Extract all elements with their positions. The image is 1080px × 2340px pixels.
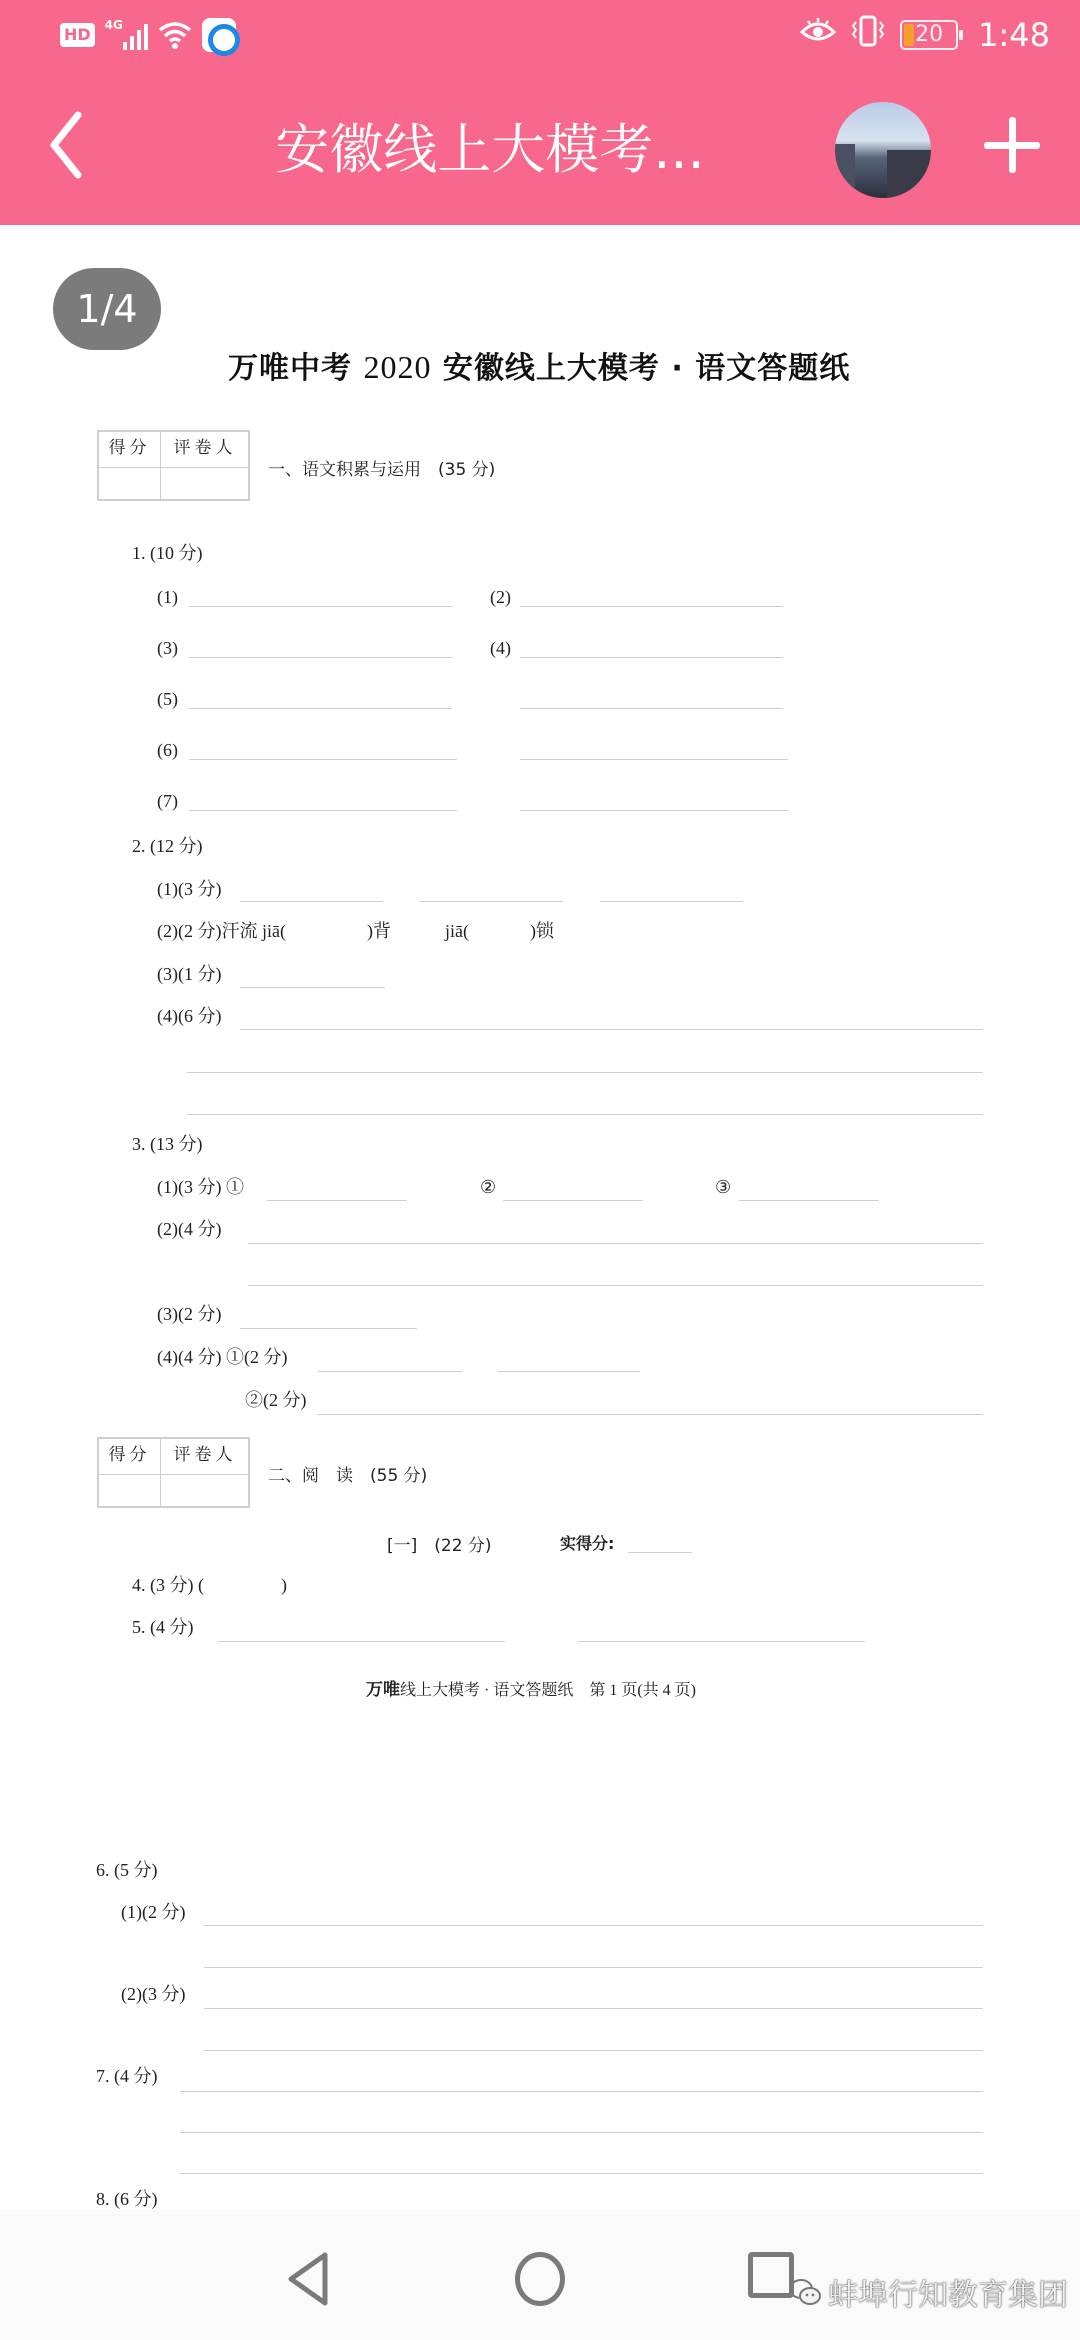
answer-line[interactable] [189, 759, 457, 760]
system-navigation-bar [0, 2210, 1080, 2340]
avatar[interactable] [835, 102, 931, 198]
answer-line[interactable] [180, 2132, 983, 2133]
app-notification-icon [202, 18, 236, 52]
answer-line[interactable] [187, 1072, 983, 1073]
answer-line[interactable] [520, 759, 788, 760]
answer-line[interactable] [240, 901, 383, 902]
page-indicator: 1/4 [53, 268, 161, 350]
answer-line[interactable] [520, 810, 788, 811]
answer-line[interactable] [578, 1641, 865, 1642]
actual-score-label: 实得分: [560, 1534, 615, 1553]
wechat-icon [788, 2277, 822, 2307]
question-label: 6. (5 分) [96, 1860, 158, 1880]
answer-line[interactable] [189, 657, 452, 658]
chevron-left-icon [40, 105, 100, 185]
answer-line[interactable] [520, 606, 783, 607]
nav-back-button[interactable] [285, 2252, 335, 2306]
part-heading: [一] (22 分) [387, 1536, 492, 1556]
answer-line[interactable] [498, 1371, 640, 1372]
answer-line[interactable] [180, 2173, 983, 2174]
score-box: 得分 评卷人 [97, 430, 250, 501]
answer-line[interactable] [189, 810, 457, 811]
page-footer: 万唯线上大模考 · 语文答题纸 第 1 页(共 4 页) [366, 1680, 696, 1700]
answer-line[interactable] [240, 1328, 417, 1329]
question-label: 1. (10 分) [132, 543, 203, 563]
answer-line[interactable] [218, 1641, 505, 1642]
question-label: 8. (6 分) [96, 2189, 158, 2209]
answer-line[interactable] [180, 2091, 983, 2092]
add-button[interactable] [980, 113, 1044, 177]
battery-icon: 20 [900, 20, 958, 50]
nav-back-icon [285, 2252, 335, 2306]
clock: 1:48 [978, 16, 1050, 54]
answer-line[interactable] [204, 1967, 983, 1968]
watermark: 蚌埠行知教育集团 [788, 2270, 1068, 2314]
question-label: 4. (3 分) ( [132, 1575, 204, 1595]
nav-home-button[interactable] [515, 2252, 565, 2306]
answer-line[interactable] [204, 2008, 983, 2009]
hd-icon: HD [60, 23, 95, 47]
section-heading: 二、阅 读 (55 分) [268, 1466, 428, 1486]
status-bar [0, 0, 1080, 75]
answer-line[interactable] [267, 1200, 407, 1201]
question-label: 7. (4 分) [96, 2066, 158, 2086]
answer-line[interactable] [600, 901, 743, 902]
answer-line[interactable] [248, 1285, 983, 1286]
section-heading: 一、语文积累与运用 (35 分) [268, 460, 496, 480]
question-label: 3. (13 分) [132, 1134, 203, 1154]
answer-line[interactable] [318, 1371, 462, 1372]
page-title: 安徽线上大模考... [275, 118, 705, 181]
wifi-icon [158, 20, 192, 50]
question-label: 5. (4 分) [132, 1617, 194, 1637]
answer-line[interactable] [739, 1200, 879, 1201]
document-title: 万唯中考 2020 安徽线上大模考 · 语文答题纸 [228, 349, 851, 386]
vibrate-icon [850, 14, 886, 56]
answer-line[interactable] [187, 1114, 983, 1115]
answer-line[interactable] [189, 606, 452, 607]
app-header [0, 75, 1080, 225]
score-box: 得分 评卷人 [97, 1437, 250, 1508]
answer-line[interactable] [503, 1200, 643, 1201]
eye-comfort-icon [800, 16, 836, 54]
back-button[interactable] [40, 105, 100, 185]
answer-line[interactable] [520, 657, 783, 658]
signal-icon [105, 20, 148, 50]
app-topbar [0, 0, 1080, 225]
question-label: 2. (12 分) [132, 836, 203, 856]
answer-line[interactable] [189, 708, 452, 709]
answer-line[interactable] [204, 2050, 983, 2051]
network-type-label: 4G [104, 18, 123, 32]
answer-line[interactable] [248, 1243, 983, 1244]
actual-score-field[interactable] [628, 1552, 692, 1553]
answer-line[interactable] [204, 1925, 983, 1926]
answer-line[interactable] [240, 1029, 983, 1030]
answer-line[interactable] [420, 901, 563, 902]
answer-line[interactable] [318, 1414, 983, 1415]
answer-line[interactable] [520, 708, 783, 709]
answer-sheet-document[interactable]: 万唯中考 2020 安徽线上大模考 · 语文答题纸 得分 评卷人 一、语文积累与运用 (35 分) 1. (10 分) (1) (2) (3) (4) (5) (6) (7) 2. (12 分) (1)(3 分) (2)(2 分)汗流 jiā( )背 jiā( )锁 (3)(1 分) (4)(6 分) 3. (13 分) (1)(3 分) ① ② ③ (2)(4 分) (3)(2 分) (4)(4 分) ①(2 分) ②(2 分) 得分 评卷人 二、阅 读 (55 分) [一] (22 分) 实得分: 4. (3 分) ( ) 5. (4 分) 万唯线上大模考 · 语文答题纸 第 1 页(共 4 页) 6. (5 分) (1)(2 分) (2)(3 分) 7. (4 分) 8. (6 分) [0, 225, 1080, 2210]
answer-line[interactable] [240, 987, 385, 988]
